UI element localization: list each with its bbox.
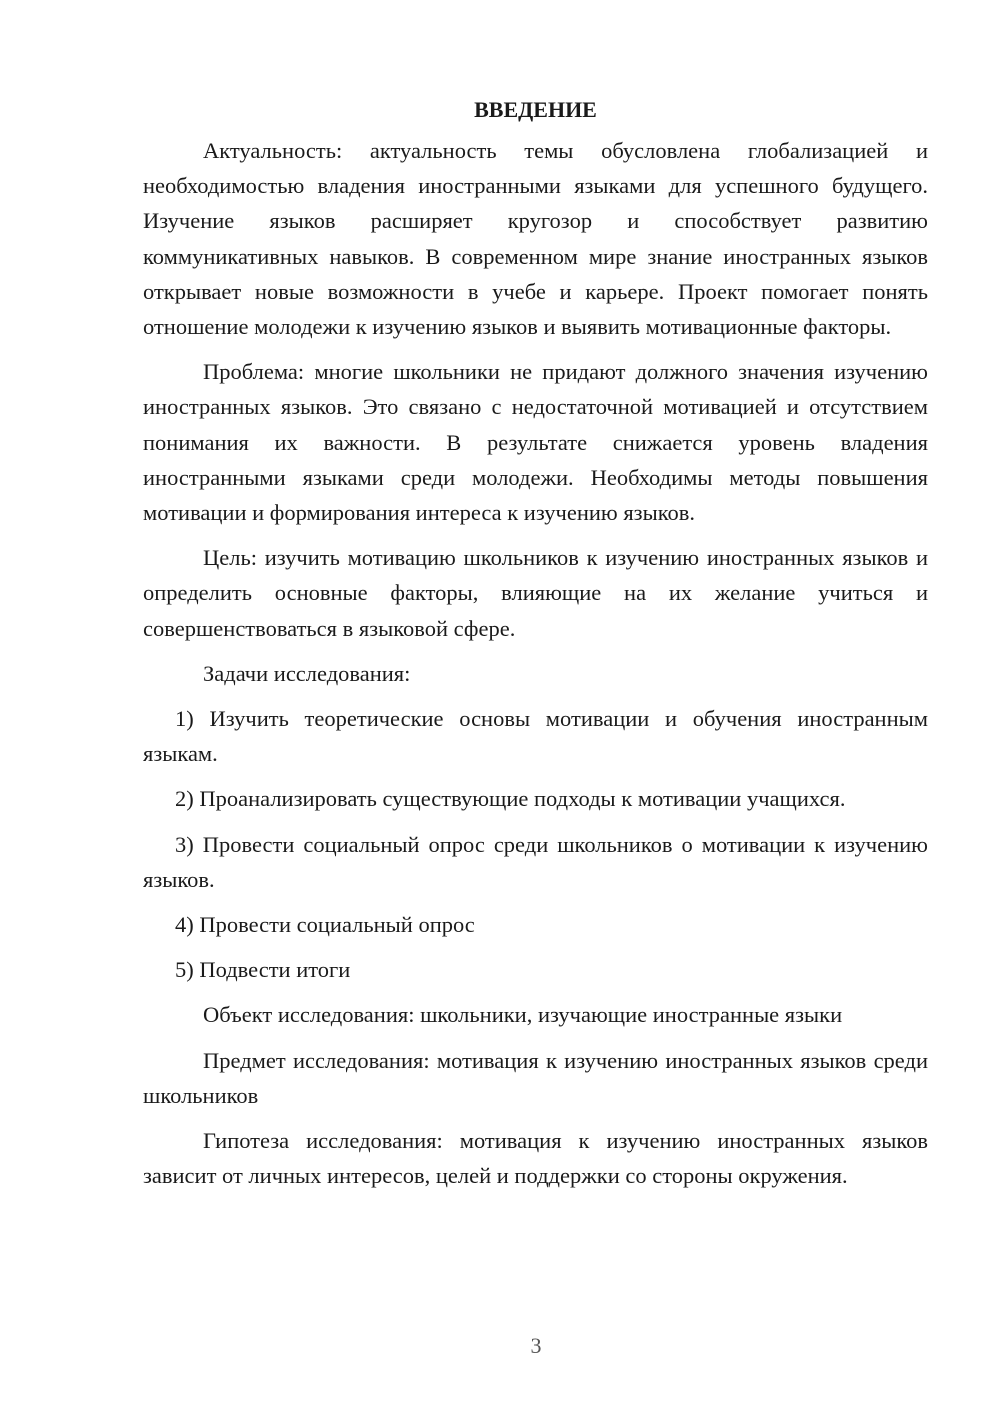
hypothesis-paragraph: Гипотеза исследования: мотивация к изучению иностранных языков зависит от личных интересов, целей и поддержки со стороны окружения. bbox=[143, 1128, 928, 1189]
object-paragraph: Объект исследования: школьники, изучающие иностранные языки bbox=[203, 1002, 843, 1028]
relevance-paragraph: Актуальность: актуальность темы обусловлена глобализацией и необходимостью владения иностранными языками для успешного будущего. Изучение языков расширяет кругозор и способствует развитию коммуникативных навыков. В современном мире знание иностранных языков открывает новые возможности в учебе и карьере. Проект помогает понять отношение молодежи к изучению языков и выявить мотивационные факторы. bbox=[143, 138, 928, 340]
page-number: 3 bbox=[530, 1333, 542, 1358]
goal-paragraph: Цель: изучить мотивацию школьников к изучению иностранных языков и определить основные факторы, влияющие на их желание учиться и совершенствоваться в языковой сфере. bbox=[143, 545, 928, 641]
task-item-3: 3) Провести социальный опрос среди школьников о мотивации к изучению языков. bbox=[143, 831, 928, 892]
task-item-2: 2) Проанализировать существующие подходы к мотивации учащихся. bbox=[175, 786, 846, 812]
tasks-title: Задачи исследования: bbox=[203, 660, 411, 686]
task-item-1: 1) Изучить теоретические основы мотивации и обучения иностранным языкам. bbox=[143, 706, 928, 767]
task-item-5: 5) Подвести итоги bbox=[175, 957, 351, 983]
task-item-4: 4) Провести социальный опрос bbox=[175, 912, 475, 938]
document-page bbox=[143, 92, 928, 1193]
subject-paragraph: Предмет исследования: мотивация к изучению иностранных языков среди школьников bbox=[143, 1047, 928, 1108]
section-heading: ВВЕДЕНИЕ bbox=[474, 97, 597, 122]
problem-paragraph: Проблема: многие школьники не придают должного значения изучению иностранных языков. Это связано с недостаточной мотивацией и отсутствием понимания их важности. В результате снижается уровень владения иностранными языками среди молодежи. Необходимы методы повышения мотивации и формирования интереса к изучению языков. bbox=[143, 359, 928, 526]
